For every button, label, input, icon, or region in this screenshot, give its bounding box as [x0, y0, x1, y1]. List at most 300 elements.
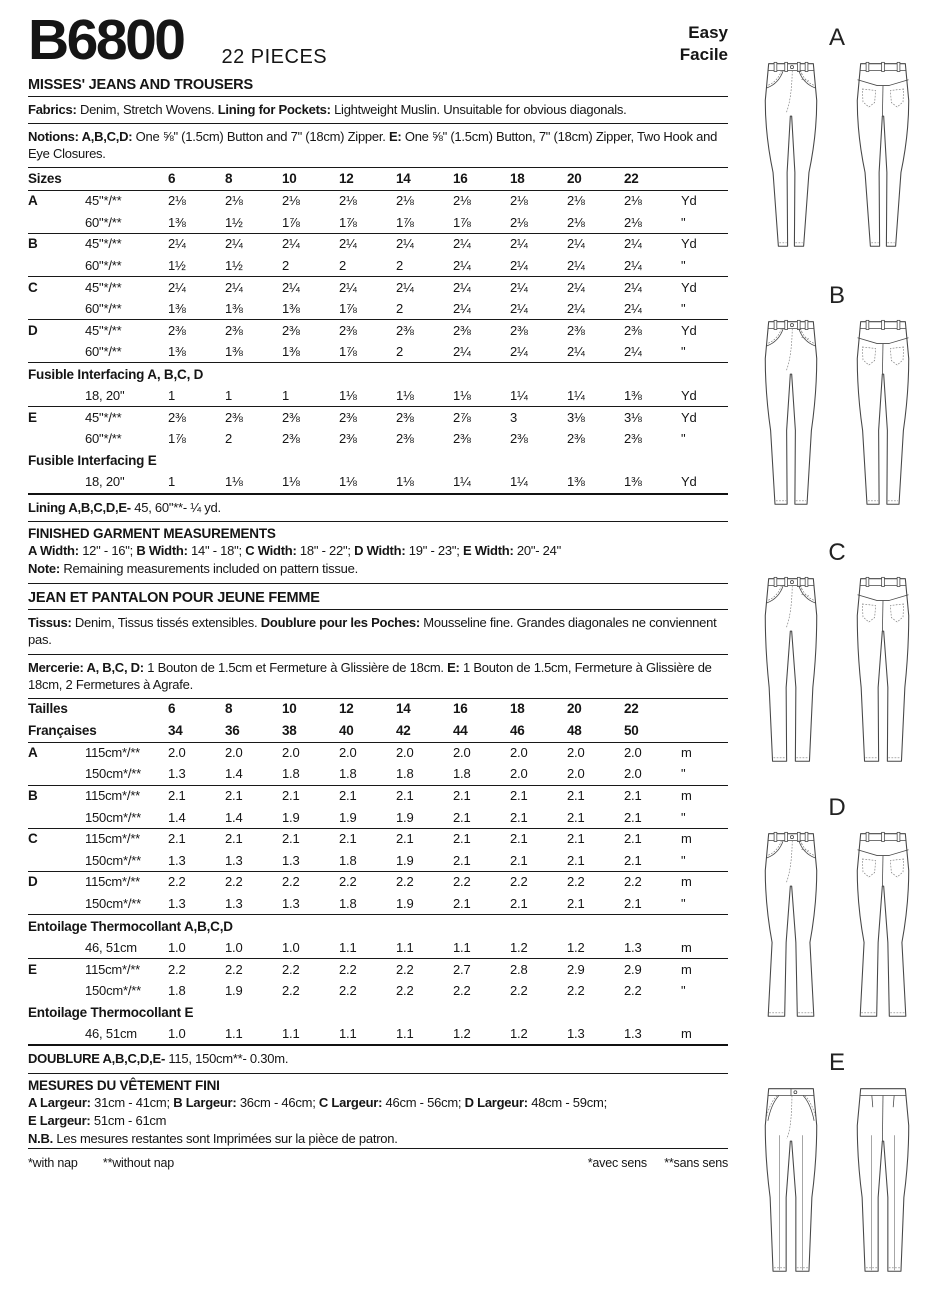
text-segment: 46cm - 56cm;	[385, 1094, 465, 1110]
text-segment: Les mesures restantes sont Imprimées sur la pièce de patron.	[56, 1130, 398, 1146]
text-segment: Mousseline fine. Grandes diagonales ne conviennent pas.	[28, 615, 717, 648]
fabric-width-cell: 150cm*/**	[85, 766, 142, 782]
text-segment: 1 Bouton de 1.5cm, Fermeture à Glissière de 18cm, 2 Fermetures à Agrafe.	[28, 659, 712, 692]
yardage-cell: 2¼	[282, 279, 300, 295]
text-segment: One ⅝" (1.5cm) Button, 7" (18cm) Zipper, Two Hook and Eye Closures.	[28, 129, 718, 162]
yardage-cell: 1⅛	[339, 474, 357, 490]
yardage-cell: 2.1	[453, 895, 471, 911]
view-a-pair	[740, 54, 934, 259]
view-c-front-illustration	[748, 569, 834, 774]
yardage-cell: 2⅜	[396, 322, 414, 338]
view-letter-cell	[28, 981, 85, 1002]
yardage-cell: 2.2	[396, 961, 414, 977]
yardage-cell: 2⅛	[567, 214, 585, 230]
yardage-cell: 1.9	[396, 809, 414, 825]
yardage-cell: 1.1	[396, 939, 414, 955]
yardage-cell: 2⅜	[624, 322, 642, 338]
fabric-width-cell: 150cm*/**	[85, 852, 142, 868]
footnote-avec-sens: *avec sens	[587, 1156, 647, 1170]
yardage-cell: 2¼	[339, 279, 357, 295]
fabric-width-cell: 60"*/**	[85, 257, 122, 273]
text-segment: Fabrics:	[28, 102, 80, 117]
yardage-cell: 3⅛	[624, 409, 642, 425]
yardage-cell: 2	[282, 257, 290, 273]
size-header-cell: 16	[453, 170, 468, 186]
fabric-width-cell: 45"*/**	[85, 322, 122, 338]
yardage-cell: 1.8	[282, 766, 300, 782]
yardage-cell: 2¼	[510, 300, 528, 316]
text-segment: 20"- 24"	[516, 542, 561, 558]
yardage-cell: 1.3	[567, 1026, 585, 1042]
text-segment: 31cm - 41cm;	[94, 1094, 174, 1110]
view-a-label: A	[828, 24, 845, 51]
yardage-row	[28, 893, 728, 914]
view-e-label: E	[828, 1049, 845, 1076]
unit-cell: "	[681, 300, 686, 316]
yardage-cell: 1.8	[339, 852, 357, 868]
yardage-cell: 2⅜	[225, 322, 243, 338]
yardage-cell: 1.2	[453, 1026, 471, 1042]
fabric-width-cell: 45"*/**	[85, 193, 122, 209]
title-english: MISSES' JEANS AND TROUSERS	[28, 71, 728, 97]
header	[28, 0, 728, 71]
group-title-row	[28, 915, 728, 938]
yardage-cell: 2	[396, 257, 404, 273]
yardage-cell: 2¼	[567, 279, 585, 295]
yardage-cell: 2.1	[510, 788, 528, 804]
yardage-cell: 1.0	[168, 1026, 186, 1042]
yardage-row	[28, 472, 728, 494]
yardage-row	[28, 937, 728, 958]
view-b-front-illustration	[748, 312, 834, 517]
yardage-cell: 2¼	[567, 344, 585, 360]
text-segment: Denim, Stretch Wovens.	[79, 102, 218, 117]
yardage-cell: 2¼	[396, 279, 414, 295]
view-letter-cell: A	[28, 193, 38, 209]
title-french: JEAN ET PANTALON POUR JEUNE FEMME	[28, 584, 728, 610]
yardage-cell: 1⅜	[225, 300, 243, 316]
yardage-cell: 1.9	[396, 852, 414, 868]
text-segment: E Largeur:	[28, 1112, 94, 1128]
text-segment: 1 Bouton de 1.5cm et Fermeture à Glissière de 18cm.	[147, 659, 448, 675]
yardage-cell: 1.9	[339, 809, 357, 825]
yardage-cell: 2⅛	[510, 214, 528, 230]
mercerie-line	[28, 655, 728, 699]
yardage-cell: 2⅜	[225, 409, 243, 425]
view-letter-cell	[28, 386, 85, 407]
text-segment: N.B.	[28, 1130, 57, 1146]
yardage-cell: 1⅜	[282, 300, 300, 316]
yardage-cell: 1	[282, 388, 290, 404]
view-d-pair	[740, 824, 934, 1029]
size-header-cell: 6	[168, 701, 176, 717]
yardage-cell: 2.1	[624, 788, 642, 804]
yardage-cell: 1¼	[510, 474, 528, 490]
view-letter-cell: C	[28, 279, 38, 295]
yardage-cell: 2.1	[510, 809, 528, 825]
yardage-cell: 2.0	[453, 745, 471, 761]
yardage-cell: 1⅜	[168, 344, 186, 360]
yardage-cell: 2.2	[282, 874, 300, 890]
yardage-cell: 2.1	[624, 809, 642, 825]
yardage-cell: 2.9	[567, 961, 585, 977]
size-header-cell: 14	[396, 170, 411, 186]
yardage-cell: 2¼	[624, 257, 642, 273]
fabric-width-cell: 60"*/**	[85, 344, 122, 360]
yardage-cell: 1.3	[282, 852, 300, 868]
yardage-cell: 2¼	[453, 279, 471, 295]
yardage-cell: 2.1	[624, 852, 642, 868]
unit-cell: Yd	[681, 474, 697, 490]
size-header-cell: 36	[225, 722, 240, 738]
view-letter-cell	[28, 893, 85, 914]
yardage-cell: 2⅜	[567, 431, 585, 447]
fabric-width-cell: 60"*/**	[85, 214, 122, 230]
yardage-cell: 2⅜	[168, 322, 186, 338]
yardage-cell: 2.8	[510, 961, 528, 977]
unit-cell: "	[681, 766, 686, 782]
yardage-cell: 2.1	[453, 852, 471, 868]
yardage-cell: 1⅞	[168, 431, 186, 447]
yardage-cell: 2¼	[510, 257, 528, 273]
view-e-pair	[740, 1079, 934, 1284]
yardage-cell: 2.1	[567, 895, 585, 911]
view-letter-cell	[28, 342, 85, 363]
yardage-cell: 2¼	[624, 344, 642, 360]
yardage-cell: 2.2	[339, 961, 357, 977]
text-segment: A Largeur:	[28, 1094, 95, 1110]
size-header-cell: 12	[339, 701, 354, 717]
yardage-cell: 1.8	[339, 895, 357, 911]
size-header-label: Françaises	[28, 722, 97, 738]
size-header-cell: 38	[282, 722, 297, 738]
text-segment: Mercerie: A, B,C, D:	[28, 659, 148, 675]
yardage-cell: 1⅛	[453, 388, 471, 404]
unit-cell: Yd	[681, 193, 697, 209]
footnotes	[28, 1148, 728, 1170]
yardage-cell: 2.0	[282, 745, 300, 761]
widths-line	[28, 542, 728, 560]
yardage-cell: 2⅛	[282, 193, 300, 209]
view-c-pair	[740, 569, 934, 774]
yardage-cell: 2.0	[168, 745, 186, 761]
yardage-cell: 1.1	[339, 1026, 357, 1042]
yardage-cell: 2	[396, 300, 404, 316]
size-header-cell: 48	[567, 722, 582, 738]
text-segment: D Width:	[354, 542, 409, 558]
yardage-cell: 1¼	[567, 388, 585, 404]
view-a-back-illustration	[840, 54, 926, 259]
yardage-cell: 1.0	[282, 939, 300, 955]
size-header-cell: 10	[282, 170, 297, 186]
yardage-cell: 2¼	[453, 257, 471, 273]
footnote-without-nap: **without nap	[102, 1156, 174, 1170]
difficulty-rating	[680, 22, 728, 66]
view-c	[740, 541, 934, 774]
yardage-cell: 2.1	[453, 831, 471, 847]
note-line	[28, 560, 728, 578]
yardage-cell: 1⅜	[168, 214, 186, 230]
yardage-cell: 1⅛	[225, 474, 243, 490]
fabric-width-cell: 18, 20"	[85, 474, 125, 490]
view-b-back-illustration	[840, 312, 926, 517]
view-letter-cell: C	[28, 831, 38, 847]
yardage-cell: 2⅜	[396, 409, 414, 425]
yardage-cell: 2¼	[453, 344, 471, 360]
size-header-cell: 20	[567, 701, 582, 717]
notions-line	[28, 124, 728, 168]
size-header-label: Tailles	[28, 701, 68, 717]
text-segment: 18" - 22";	[299, 542, 355, 558]
yardage-cell: 1⅛	[339, 388, 357, 404]
yardage-cell: 1⅜	[624, 388, 642, 404]
lining-line	[28, 495, 728, 522]
group-title: Entoilage Thermocollant E	[28, 1004, 194, 1020]
size-header-cell: 8	[225, 170, 233, 186]
view-d-front-illustration	[748, 824, 834, 1029]
yardage-cell: 2.1	[567, 809, 585, 825]
yardage-cell: 2¼	[624, 279, 642, 295]
yardage-row	[28, 407, 728, 429]
view-letter-cell	[28, 850, 85, 871]
unit-cell: "	[681, 257, 686, 273]
yardage-cell: 2.1	[282, 831, 300, 847]
yardage-cell: 2¼	[225, 236, 243, 252]
yardage-row	[28, 742, 728, 764]
view-letter-cell	[28, 937, 85, 958]
yardage-row	[28, 871, 728, 893]
text-segment: 51cm - 61cm	[93, 1112, 167, 1128]
yardage-cell: 2⅜	[282, 322, 300, 338]
unit-cell: "	[681, 983, 686, 999]
text-segment: E:	[447, 659, 463, 675]
unit-cell: Yd	[681, 279, 697, 295]
yardage-cell: 2.2	[168, 961, 186, 977]
size-header-label: Sizes	[28, 170, 62, 186]
fabric-width-cell: 115cm*/**	[85, 874, 141, 890]
yardage-cell: 1.8	[453, 766, 471, 782]
view-letter-cell	[28, 807, 85, 828]
yardage-cell: 2.2	[453, 874, 471, 890]
yardage-cell: 1⅜	[282, 344, 300, 360]
fabric-width-cell: 150cm*/**	[85, 809, 142, 825]
fabric-width-cell: 18, 20"	[85, 388, 125, 404]
illustration-column	[740, 0, 934, 1308]
yardage-cell: 1.0	[225, 939, 243, 955]
view-letter-cell: D	[28, 322, 38, 338]
group-title: Fusible Interfacing E	[28, 453, 157, 469]
unit-cell: m	[681, 1026, 692, 1042]
yardage-cell: 2.1	[567, 788, 585, 804]
yardage-cell: 1¼	[453, 474, 471, 490]
fabrics-line	[28, 97, 728, 124]
size-header-cell: 50	[624, 722, 639, 738]
yardage-cell: 2⅛	[396, 193, 414, 209]
doublure-line	[28, 1046, 728, 1073]
yardage-cell: 1.8	[168, 983, 186, 999]
size-header-row	[28, 720, 728, 742]
unit-cell	[681, 699, 728, 720]
yardage-cell: 1¼	[510, 388, 528, 404]
yardage-cell: 2	[396, 344, 404, 360]
yardage-cell: 1.3	[225, 852, 243, 868]
unit-cell: m	[681, 961, 692, 977]
yardage-cell: 1	[168, 474, 176, 490]
text-segment: 36cm - 46cm;	[239, 1094, 319, 1110]
view-letter-cell	[28, 1024, 85, 1046]
yardage-cell: 2.1	[624, 895, 642, 911]
size-header-cell: 44	[453, 722, 468, 738]
yardage-cell: 2¼	[624, 300, 642, 316]
yardage-cell: 1½	[225, 257, 243, 273]
view-letter-cell: E	[28, 409, 37, 425]
yardage-cell: 1⅞	[339, 300, 357, 316]
yardage-cell: 1.3	[225, 895, 243, 911]
unit-cell: Yd	[681, 409, 697, 425]
text-segment: Lining A,B,C,D,E-	[28, 499, 135, 515]
yardage-cell: 2.1	[510, 852, 528, 868]
yardage-cell: 2.1	[225, 788, 243, 804]
size-header-cell: 10	[282, 701, 297, 717]
yardage-cell: 2.2	[567, 983, 585, 999]
size-header-cell: 22	[624, 701, 639, 717]
yardage-cell: 2.2	[453, 983, 471, 999]
view-e-front-illustration	[748, 1079, 834, 1284]
content-column	[28, 0, 728, 1153]
view-letter-cell	[28, 764, 85, 785]
yardage-cell: 2.0	[225, 745, 243, 761]
yardage-cell: 1.1	[453, 939, 471, 955]
yardage-cell: 1.2	[567, 939, 585, 955]
yardage-cell: 1⅞	[339, 214, 357, 230]
yardage-cell: 2.1	[282, 788, 300, 804]
unit-cell: Yd	[681, 236, 697, 252]
footnotes-french	[574, 1156, 728, 1170]
yardage-cell: 2¼	[510, 236, 528, 252]
text-segment: E Width:	[462, 542, 517, 558]
yardage-cell: 1.1	[282, 1026, 300, 1042]
yardage-cell: 2⅜	[168, 409, 186, 425]
difficulty-fr: Facile	[679, 45, 728, 65]
yardage-cell: 2.2	[396, 983, 414, 999]
yardage-cell: 2¼	[339, 236, 357, 252]
nb-line	[28, 1130, 728, 1148]
yardage-cell: 1.9	[396, 895, 414, 911]
size-header-cell: 16	[453, 701, 468, 717]
view-letter-cell: D	[28, 874, 38, 890]
view-a	[740, 26, 934, 259]
yardage-cell: 2.1	[567, 831, 585, 847]
text-segment: 48cm - 59cm;	[531, 1094, 607, 1110]
yardage-cell: 1.4	[225, 809, 243, 825]
yardage-cell: 1.0	[168, 939, 186, 955]
yardage-cell: 2.0	[510, 745, 528, 761]
view-c-back-illustration	[840, 569, 926, 774]
size-header-row	[28, 699, 728, 720]
yardage-cell: 2.1	[510, 895, 528, 911]
yardage-cell: 2.1	[567, 852, 585, 868]
size-header-cell: 14	[396, 701, 411, 717]
view-d-back-illustration	[840, 824, 926, 1029]
yardage-cell: 2⅜	[339, 431, 357, 447]
yardage-cell: 2¼	[567, 236, 585, 252]
yardage-cell: 2¼	[567, 257, 585, 273]
yardage-cell: 2⅜	[624, 431, 642, 447]
mesures-title: MESURES DU VÊTEMENT FINI	[28, 1077, 220, 1093]
largeur-e-line	[28, 1112, 728, 1130]
group-title-row	[28, 1001, 728, 1023]
yardage-row	[28, 981, 728, 1002]
yardage-row	[28, 429, 728, 450]
yardage-cell: 1⅞	[282, 214, 300, 230]
group-title: Entoilage Thermocollant A,B,C,D	[28, 918, 233, 934]
view-letter-cell: B	[28, 788, 38, 804]
text-segment: C Width:	[245, 542, 300, 558]
yardage-cell: 1	[225, 388, 233, 404]
yardage-cell: 2.0	[567, 745, 585, 761]
yardage-cell: 2.1	[396, 831, 414, 847]
size-header-cell: 46	[510, 722, 525, 738]
view-b-pair	[740, 312, 934, 517]
yardage-cell: 2.1	[168, 788, 186, 804]
yardage-cell: 2⅞	[453, 409, 471, 425]
finished-measurements-fr	[28, 1074, 728, 1153]
yardage-row	[28, 959, 728, 981]
yardage-cell: 2.0	[624, 745, 642, 761]
yardage-cell: 2.2	[510, 983, 528, 999]
yardage-cell: 2⅜	[339, 322, 357, 338]
yardage-cell: 2¼	[282, 236, 300, 252]
yardage-cell: 1.2	[510, 1026, 528, 1042]
yardage-row	[28, 850, 728, 871]
yardage-cell: 1⅛	[282, 474, 300, 490]
text-segment: Note:	[28, 561, 64, 577]
yardage-row	[28, 212, 728, 233]
yardage-cell: 1½	[225, 214, 243, 230]
yardage-row	[28, 386, 728, 407]
text-segment: Lightweight Muslin. Unsuitable for obvious diagonals.	[334, 102, 627, 117]
size-header-cell: 34	[168, 722, 183, 738]
unit-cell: Yd	[681, 388, 697, 404]
yardage-cell: 2⅛	[339, 193, 357, 209]
view-letter-cell: A	[28, 745, 38, 761]
unit-cell: "	[681, 852, 686, 868]
unit-cell: "	[681, 344, 686, 360]
yardage-cell: 3⅛	[567, 409, 585, 425]
finished-measurements-title: FINISHED GARMENT MEASUREMENTS	[28, 525, 276, 541]
yardage-row	[28, 764, 728, 785]
yardage-cell: 1.8	[396, 766, 414, 782]
yardage-cell: 2⅜	[282, 409, 300, 425]
yardage-cell: 2.2	[567, 874, 585, 890]
yardage-cell: 2⅜	[339, 409, 357, 425]
text-segment: B Largeur:	[173, 1094, 240, 1110]
fabric-width-cell: 115cm*/**	[85, 961, 141, 977]
yardage-cell: 2.1	[339, 831, 357, 847]
yardage-cell: 2⅜	[510, 322, 528, 338]
yardage-cell: 2.7	[453, 961, 471, 977]
yardage-cell: 2.1	[168, 831, 186, 847]
yardage-cell: 1.1	[339, 939, 357, 955]
yardage-row	[28, 320, 728, 342]
yardage-cell: 2⅜	[282, 431, 300, 447]
unit-cell: m	[681, 874, 692, 890]
yardage-cell: 2.0	[624, 766, 642, 782]
yardage-cell: 2.0	[396, 745, 414, 761]
yardage-table-imperial	[28, 168, 728, 494]
yardage-cell: 2¼	[510, 344, 528, 360]
view-a-front-illustration	[748, 54, 834, 259]
